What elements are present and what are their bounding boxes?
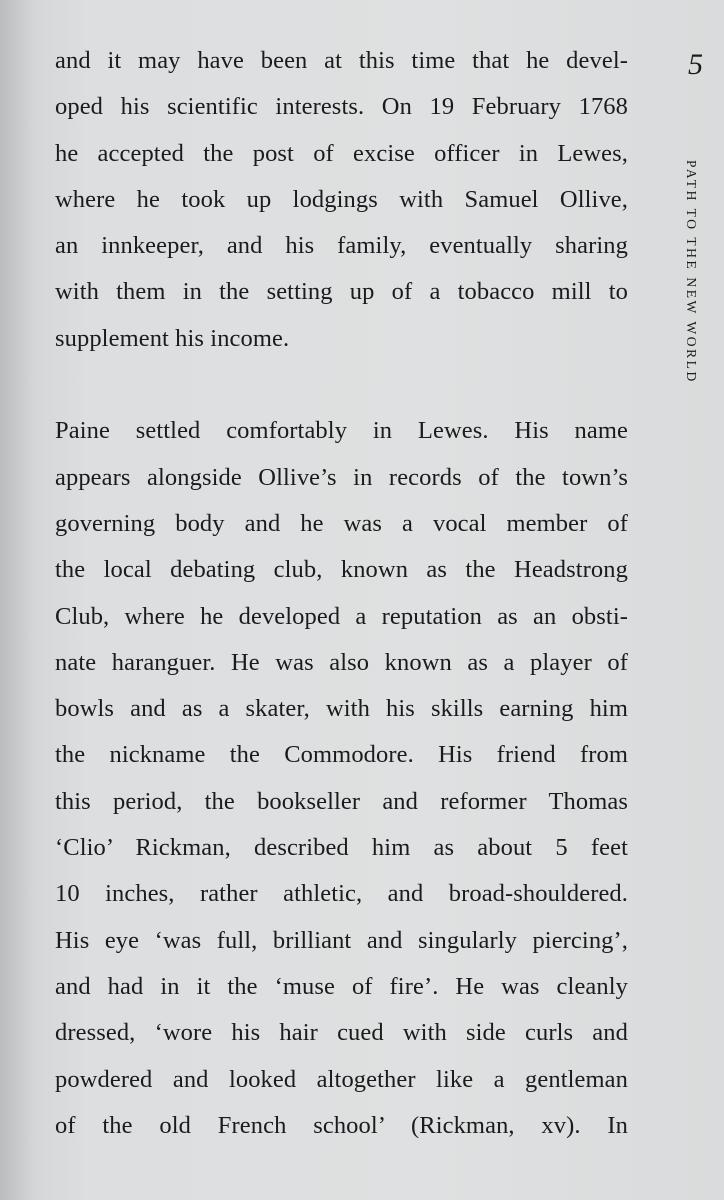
text-line: governing body and he was a vocal member of — [55, 509, 628, 537]
text-line: and had in it the ‘muse of fire’. He was cleanly — [55, 972, 628, 1000]
page-number: 5 — [688, 48, 703, 81]
spine-shadow — [0, 0, 34, 1200]
text-line: an innkeeper, and his family, eventually sharing — [55, 232, 628, 260]
text-line: His eye ‘was full, brilliant and singularly piercing’, — [55, 926, 628, 954]
text-line: this period, the bookseller and reformer Thomas — [55, 787, 628, 815]
text-line: he accepted the post of excise officer in Lewes, — [55, 139, 628, 167]
text-line: ‘Clio’ Rickman, described him as about 5 feet — [55, 834, 628, 862]
text-line: appears alongside Ollive’s in records of the town’s — [55, 463, 628, 491]
text-line: with them in the setting up of a tobacco mill to — [55, 278, 628, 306]
text-line: the local debating club, known as the Headstrong — [55, 556, 628, 584]
paragraph-1 — [55, 38, 628, 362]
text-line: powdered and looked altogether like a gentleman — [55, 1065, 628, 1093]
text-line: and it may have been at this time that he devel- — [55, 47, 628, 74]
text-line: Paine settled comfortably in Lewes. His name — [55, 417, 628, 445]
body-text — [55, 38, 628, 1149]
text-line: oped his scientific interests. On 19 February 1768 — [55, 93, 628, 121]
text-line: where he took up lodgings with Samuel Ollive, — [55, 185, 628, 213]
text-line: supplement his income. — [55, 324, 290, 352]
text-line: nate haranguer. He was also known as a player of — [55, 648, 628, 676]
text-line: 10 inches, rather athletic, and broad-shouldered. — [55, 880, 628, 908]
text-line: of the old French school’ (Rickman, xv). In — [55, 1111, 628, 1139]
running-head-text: PATH TO THE NEW WORLD — [684, 160, 699, 384]
running-head — [664, 160, 712, 460]
text-line: the nickname the Commodore. His friend from — [55, 741, 628, 769]
paragraph-2 — [55, 408, 628, 1149]
text-line: Club, where he developed a reputation as an obsti- — [55, 602, 628, 630]
text-line: bowls and as a skater, with his skills earning him — [55, 695, 628, 723]
text-line: dressed, ‘wore his hair cued with side curls and — [55, 1019, 628, 1047]
paragraph-gap — [55, 362, 628, 408]
